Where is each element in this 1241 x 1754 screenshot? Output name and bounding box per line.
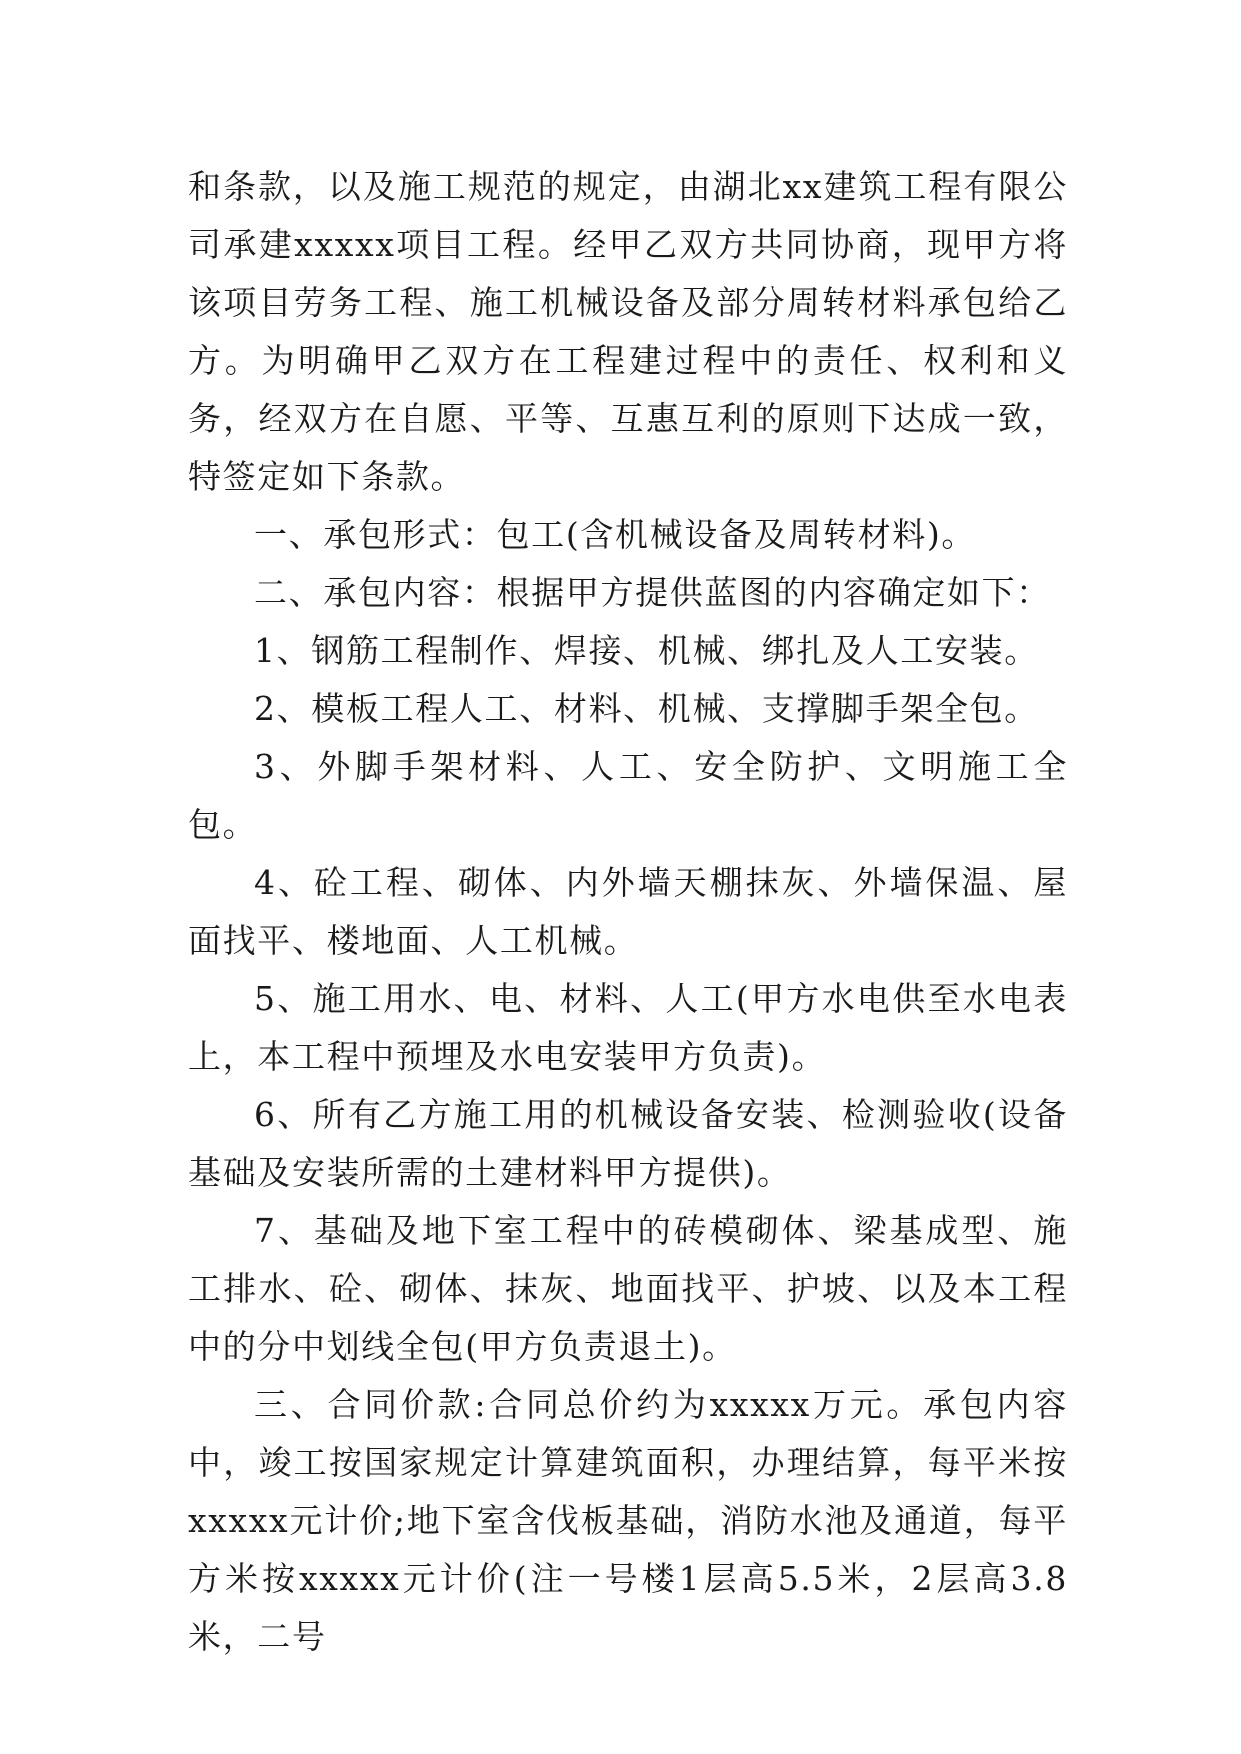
paragraph-item-2: 2、模板工程人工、材料、机械、支撑脚手架全包。 [254, 689, 1039, 728]
paragraph-item-3: 3、外脚手架材料、人工、安全防护、文明施工全包。 [188, 747, 1068, 844]
paragraph-contract-content: 二、承包内容：根据甲方提供蓝图的内容确定如下： [254, 573, 1051, 612]
paragraph-item-4: 4、砼工程、砌体、内外墙天棚抹灰、外墙保温、屋面找平、楼地面、人工机械。 [188, 863, 1068, 960]
paragraph-item-6: 6、所有乙方施工用的机械设备安装、检测验收(设备基础及安装所需的土建材料甲方提供)。 [188, 1095, 1068, 1192]
document-body [188, 158, 1068, 1666]
paragraph-contract-price: 三、合同价款:合同总价约为xxxxx万元。承包内容中，竣工按国家规定计算建筑面积，办理结算，每平米按xxxxx元计价;地下室含伐板基础，消防水池及通道，每平方米按xxxxx元计价(注一号楼1层高5.5米，2层高3.8米，二号 [188, 1385, 1068, 1656]
paragraph-contract-form: 一、承包形式：包工(含机械设备及周转材料)。 [254, 515, 977, 554]
paragraph-intro: 和条款，以及施工规范的规定，由湖北xx建筑工程有限公司承建xxxxx项目工程。经甲乙双方共同协商，现甲方将该项目劳务工程、施工机械设备及部分周转材料承包给乙方。为明确甲乙双方在工程建过程中的责任、权利和义务，经双方在自愿、平等、互惠互利的原则下达成一致，特签定如下条款。 [188, 167, 1068, 496]
paragraph-item-5: 5、施工用水、电、材料、人工(甲方水电供至水电表上，本工程中预埋及水电安装甲方负责)。 [188, 979, 1068, 1076]
paragraph-item-1: 1、钢筋工程制作、焊接、机械、绑扎及人工安装。 [254, 631, 1039, 670]
paragraph-item-7: 7、基础及地下室工程中的砖模砌体、梁基成型、施工排水、砼、砌体、抹灰、地面找平、护坡、以及本工程中的分中划线全包(甲方负责退土)。 [188, 1211, 1068, 1366]
